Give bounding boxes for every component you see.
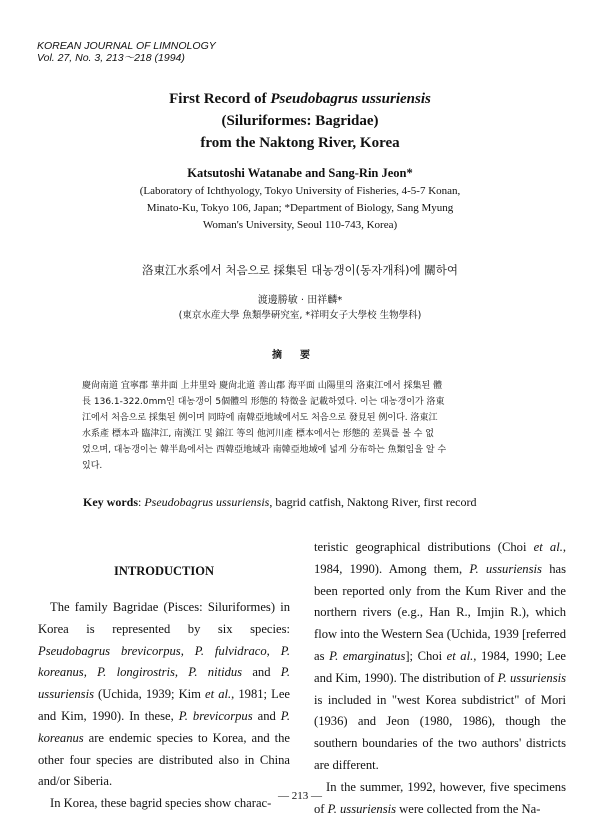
korean-affiliation: (東京水産大學 魚類學硏究室, *祥明女子大學校 生物學科) — [178, 310, 422, 321]
title-species: Pseudobagrus ussuriensis — [270, 91, 431, 107]
intro-paragraph-1: The family Bagridae (Pisces: Siluriformes) in Korea is represented by six species: Pseudobagrus brevicorpus, P. fulvidraco, P. koreanus, P. longirostris, P. nitidus and P. ussuriensis (Uchida, 1939; Kim et al., 1981; Lee and Kim, 1990). In these, P. brevicorpus and P. koreanus are endemic species to Korea, and the other four species are distributed also in China and/or Siberia. — [38, 600, 291, 789]
affiliation: (Laboratory of Ichthyology, Tokyo University of Fisheries, 4-5-7 Konan, Minato-Ku, Tokyo 106, Japan; *Department of Biology, Sang Myung Woman's University, Seoul 110-743, Korea) — [139, 185, 461, 231]
journal-header — [37, 40, 216, 64]
left-column — [38, 555, 290, 815]
korean-abstract: 慶尙南道 宜寧郡 華井面 上井里와 慶尙北道 善山郡 海平面 山陽里의 洛東江에서 採集된 體 長 136.1-322.0mm인 대농갱이 5個體의 形態的 特徵을 記載하였다. 이는 대농갱이가 洛東 江에서 처음으로 採集된 例이며 同時에 南韓亞地域에서도 처음으로 發見된 例이다. 洛東江 水系產 標本과 臨津江, 南漢江 및 錦江 等의 他河川產 標本에서는 形態的 差異를 볼 수 없 었으며, 대농갱이는 韓半島에서는 西韓亞地域과 南韓亞地域에 넓게 分布하는 魚類임을 알 수 있다. — [82, 381, 447, 471]
intro-paragraph-2: In Korea, these bagrid species show charac- — [50, 796, 272, 811]
korean-abstract-heading: 摘要 — [272, 350, 328, 361]
korean-authors: 渡邊勝敏 · 田祥麟* — [257, 295, 343, 306]
right-column — [314, 537, 566, 820]
section-heading-introduction: INTRODUCTION — [113, 564, 214, 578]
article-title: First Record of Pseudobagrus ussuriensis (Siluriformes: Bagridae) from the Naktong River, Korea — [0, 88, 600, 154]
right-paragraph-2: In the summer, 1992, however, five specimens of P. ussuriensis were collected from the Na- — [314, 779, 566, 816]
journal-citation: Vol. 27, No. 3, 213～218 (1994) — [37, 52, 185, 64]
keywords: Key words: Pseudobagrus ussuriensis, bagrid catfish, Naktong River, first record — [83, 495, 477, 509]
korean-title: 洛東江水系에서 처음으로 採集된 대농갱이(동자개科)에 關하여 — [142, 263, 458, 277]
title-line-2: (Siluriformes: Bagridae) — [221, 113, 379, 129]
title-line-3: from the Naktong River, Korea — [200, 135, 400, 151]
journal-name: KOREAN JOURNAL OF LIMNOLOGY — [37, 40, 216, 52]
authors: Katsutoshi Watanabe and Sang-Rin Jeon* — [187, 166, 413, 180]
page-number: — 213 — — [278, 790, 322, 802]
right-paragraph-1: teristic geographical distributions (Choi et al., 1984, 1990). Among them, P. ussuriensis has been reported only from the Kum River and the northern rivers (e.g., Han R., Imjin R.), which flow into the Western Sea (Uchida, 1939 [referred as P. emarginatus]; Choi et al., 1984, 1990; Lee and Kim, 1990). The distribution of P. ussuriensis is included in "west Korea subdistrict" of Mori (1936) and Jeon (1980, 1986), though the southern boundaries of the two authors' districts are different. — [314, 540, 566, 772]
